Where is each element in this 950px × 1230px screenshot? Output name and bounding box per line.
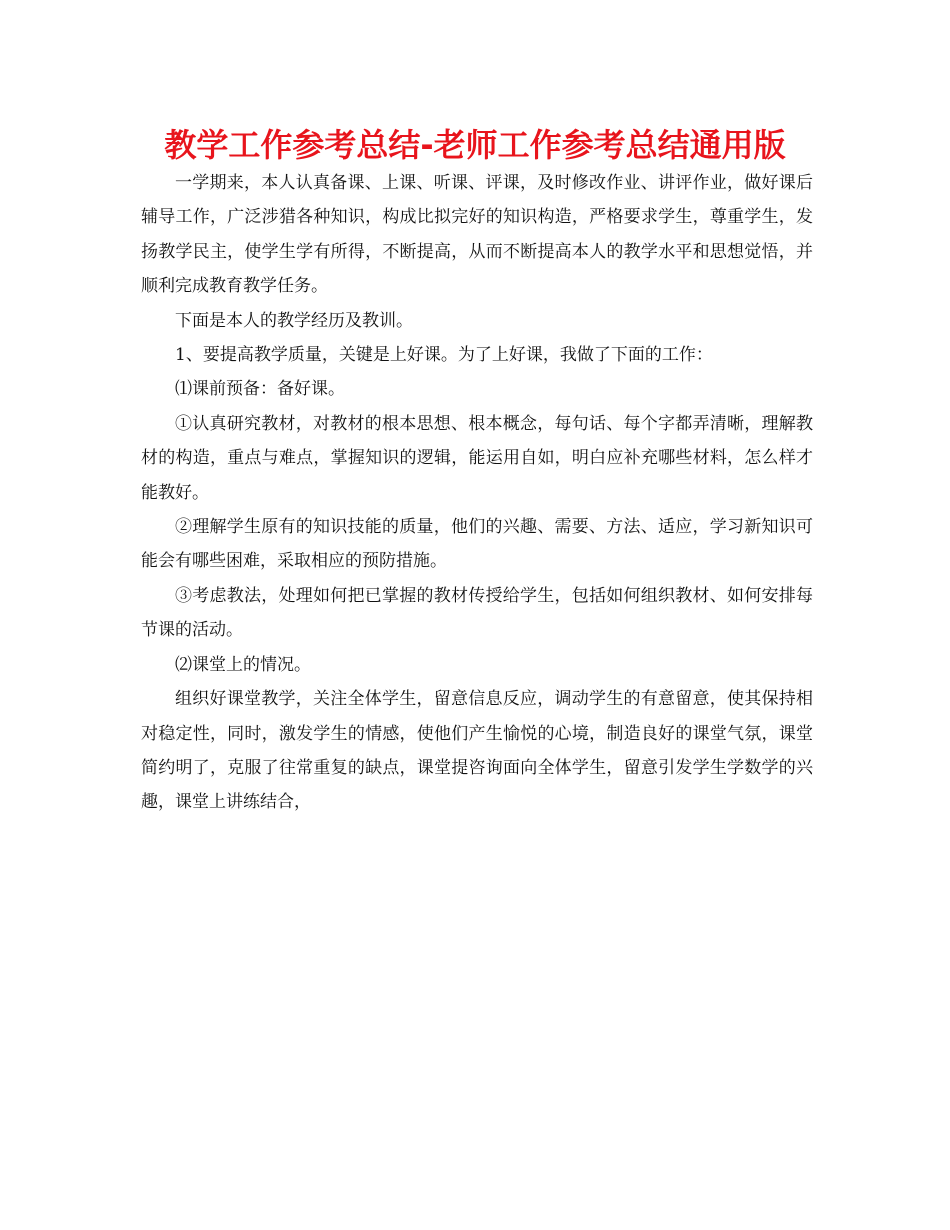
paragraph-lessons-heading: 下面是本人的教学经历及教训。	[175, 310, 413, 331]
paragraph-section-1: 1、要提高教学质量，关键是上好课。为了上好课，我做了下面的工作：	[175, 345, 713, 366]
paragraph-item-1: ①认真研究教材，对教材的根本思想、根本概念，每句话、每个字都弄清晰，理解教材的构造，重点与难点，掌握知识的逻辑，能运用自如，明白应补充哪些材料，怎么样才能教好。	[141, 413, 813, 503]
paragraph-item-2: ②理解学生原有的知识技能的质量，他们的兴趣、需要、方法、适应，学习新知识可能会有哪些困难，采取相应的预防措施。	[141, 517, 813, 572]
paragraph-item-3: ③考虑教法，处理如何把已掌握的教材传授给学生，包括如何组织教材、如何安排每节课的活动。	[141, 585, 813, 641]
paragraph-subsection-class: ⑵课堂上的情况。	[175, 654, 311, 675]
paragraph-classroom: 组织好课堂教学，关注全体学生，留意信息反应，调动学生的有意留意，使其保持相对稳定性，同时，激发学生的情感，使他们产生愉悦的心境，制造良好的课堂气氛，课堂简约明了，克服了往常重复的缺点，课堂提咨询面向全体学生，留意引发学生学数学的兴趣，课堂上讲练结合，	[141, 689, 813, 813]
document-title: 教学工作参考总结-老师工作参考总结通用版	[164, 126, 786, 164]
paragraph-subsection-prep: ⑴课前预备：备好课。	[175, 379, 345, 400]
document-body	[141, 166, 813, 820]
paragraph-intro: 一学期来，本人认真备课、上课、听课、评课，及时修改作业、讲评作业，做好课后辅导工作，广泛涉猎各种知识，构成比拟完好的知识构造，严格要求学生，尊重学生，发扬教学民主，使学生学有所得，不断提高，从而不断提高本人的教学水平和思想觉悟，并顺利完成教育教学任务。	[141, 173, 813, 297]
